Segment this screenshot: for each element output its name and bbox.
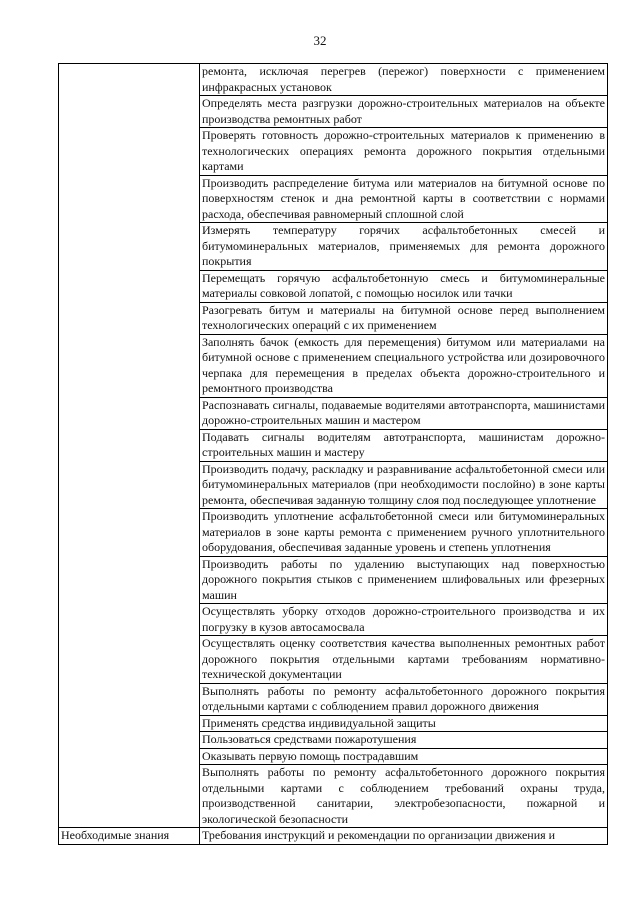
page-number: 32 bbox=[313, 33, 327, 48]
skill-cell: Производить уплотнение асфальтобетонной смеси или битумоминеральных материалов в зоне карты ремонта с применением ручного уплотнительного оборудования, обеспечивая заданные уровень и степень уплотнения bbox=[200, 509, 608, 557]
skill-cell: Выполнять работы по ремонту асфальтобетонного дорожного покрытия отдельными картами с соблюдением правил дорожного движения bbox=[200, 683, 608, 715]
skill-cell: Измерять температуру горячих асфальтобетонных смесей и битумоминеральных материалов, применяемых для ремонта дорожного покрытия bbox=[200, 223, 608, 271]
skill-cell: Проверять готовность дорожно-строительных материалов к применению в технологических операциях ремонта дорожного покрытия отдельными картами bbox=[200, 128, 608, 176]
skill-cell: Разогревать битум и материалы на битумной основе перед выполнением технологических операций с их применением bbox=[200, 302, 608, 334]
skill-cell: Применять средства индивидуальной защиты bbox=[200, 715, 608, 732]
skill-cell: Подавать сигналы водителям автотранспорта, машинистам дорожно-строительных машин и мастеру bbox=[200, 429, 608, 461]
knowledge-cell: Требования инструкций и рекомендации по организации движения и bbox=[200, 828, 608, 845]
skill-cell: Осуществлять оценку соответствия качества выполненных ремонтных работ дорожного покрытия отдельными картами требованиям нормативно-технической документации bbox=[200, 636, 608, 684]
skill-cell: Определять места разгрузки дорожно-строительных материалов на объекте производства ремонтных работ bbox=[200, 96, 608, 128]
skill-cell: Распознавать сигналы, подаваемые водителями автотранспорта, машинистами дорожно-строительных машин и мастером bbox=[200, 397, 608, 429]
skill-cell: Пользоваться средствами пожаротушения bbox=[200, 732, 608, 749]
table-row bbox=[59, 828, 608, 845]
skill-cell: Перемещать горячую асфальтобетонную смесь и битумоминеральные материалы совковой лопатой, с помощью носилок или тачки bbox=[200, 270, 608, 302]
category-cell-empty bbox=[59, 64, 200, 828]
skill-cell: Производить подачу, раскладку и разравнивание асфальтобетонной смеси или битумоминеральных материалов (при необходимости послойно) в зоне карты ремонта, обеспечивая заданную толщину слоя под последующее уплотнение bbox=[200, 461, 608, 509]
skill-cell: ремонта, исключая перегрев (пережог) поверхности с применением инфракрасных установок bbox=[200, 64, 608, 96]
category-label: Необходимые знания bbox=[59, 828, 200, 845]
skill-cell: Выполнять работы по ремонту асфальтобетонного дорожного покрытия отдельными картами с соблюдением требований охраны труда, производственной санитарии, электробезопасности, пожарной и экологической безопасности bbox=[200, 765, 608, 828]
skill-cell: Заполнять бачок (емкость для перемещения) битумом или материалами на битумной основе с применением специального устройства или дозировочного черпака для перемещения в пределах объекта дорожно-строительного и ремонтного производства bbox=[200, 334, 608, 397]
skill-cell: Производить работы по удалению выступающих над поверхностью дорожного покрытия стыков с применением шлифовальных или фрезерных машин bbox=[200, 556, 608, 604]
table-row bbox=[59, 64, 608, 96]
skills-table bbox=[58, 63, 608, 845]
skill-cell: Оказывать первую помощь пострадавшим bbox=[200, 748, 608, 765]
skill-cell: Осуществлять уборку отходов дорожно-строительного производства и их погрузку в кузов автосамосвала bbox=[200, 604, 608, 636]
skill-cell: Производить распределение битума или материалов на битумной основе по поверхностям стенок и дна ремонтной карты в соответствии с нормами расхода, обеспечивая равномерный сплошной слой bbox=[200, 175, 608, 223]
